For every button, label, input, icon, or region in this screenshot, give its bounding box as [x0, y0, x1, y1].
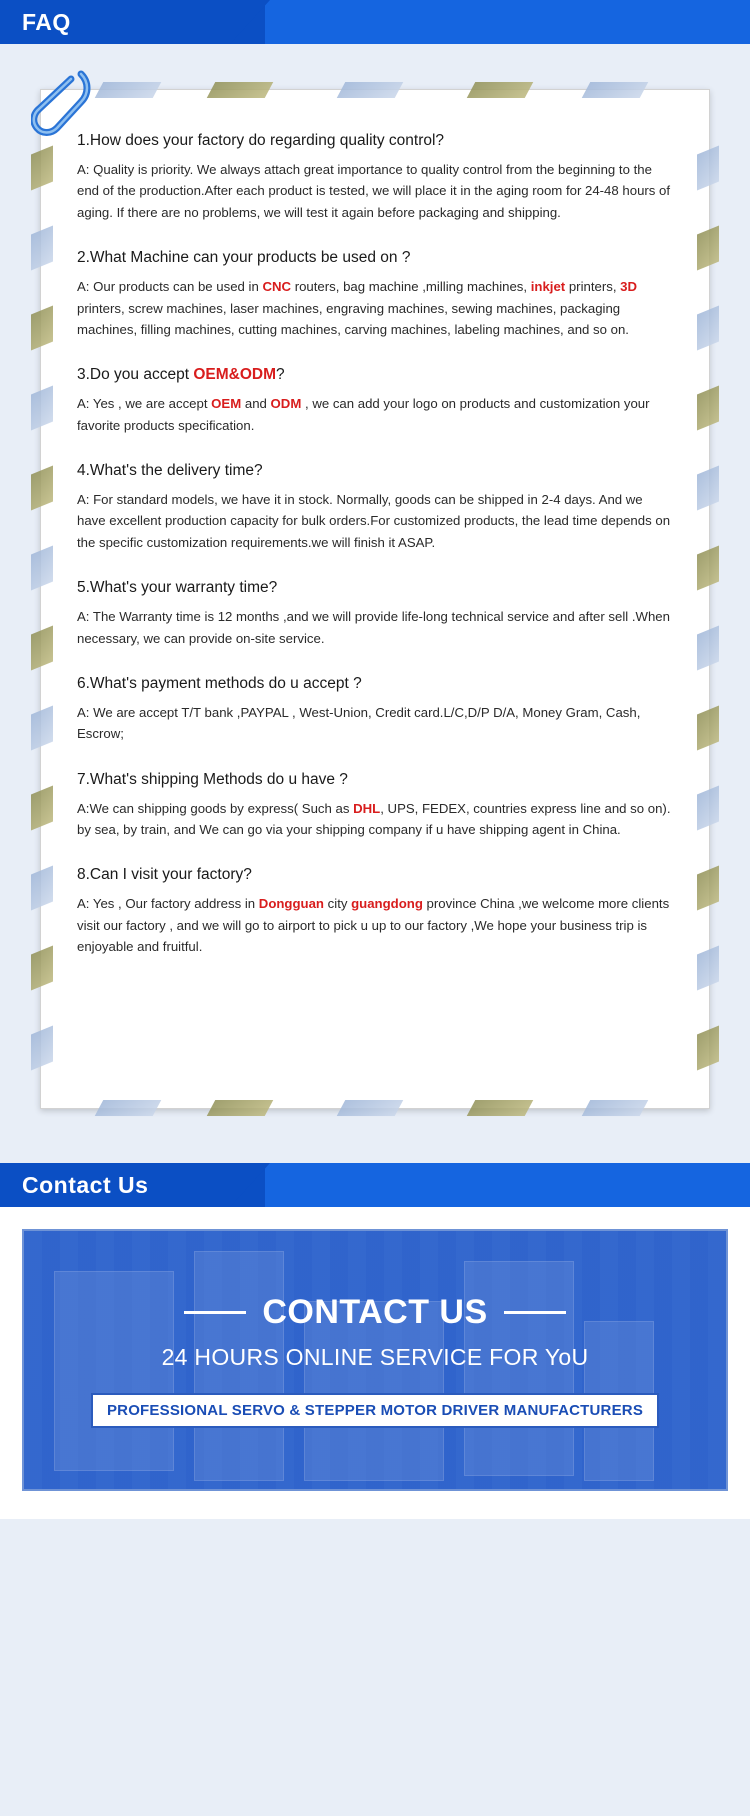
decor-edge-right-10	[697, 866, 719, 911]
contact-title-row	[184, 1293, 565, 1332]
decor-edge-right-9	[697, 786, 719, 831]
faq-answer-7: A:We can shipping goods by express( Such as DHL, UPS, FEDEX, countries express line and so on). by sea, by train, and We can go via your shipping company if u have shipping agent in China.	[77, 800, 671, 837]
decor-edge-top-4	[467, 82, 534, 98]
faq-item-7	[77, 771, 673, 841]
faq-item-8	[77, 866, 673, 957]
decor-edge-bottom-2	[207, 1100, 274, 1116]
decor-edge-bottom-1	[95, 1100, 162, 1116]
decor-edge-left-4	[31, 386, 53, 431]
faq-question-8: 8.Can I visit your factory?	[77, 866, 252, 884]
faq-answer-6: A: We are accept T/T bank ,PAYPAL , West-Union, Credit card.L/C,D/P D/A, Money Gram, Cash, Escrow;	[77, 704, 641, 742]
decor-edge-top-3	[337, 82, 404, 98]
decor-edge-bottom-4	[467, 1100, 534, 1116]
section-spacer	[0, 1139, 750, 1163]
faq-answer-4: A: For standard models, we have it in stock. Normally, goods can be shipped in 2-4 days. And we have excellent production capacity for bulk orders.For customized products, the lead time depends on the specific customization requirements.we will finish it ASAP.	[77, 492, 671, 550]
faq-item-6	[77, 675, 673, 745]
faq-item-1	[77, 132, 673, 223]
decor-edge-right-3	[697, 306, 719, 351]
contact-content	[24, 1231, 726, 1489]
faq-paper	[40, 89, 710, 1109]
decor-edge-top-2	[207, 82, 274, 98]
faq-question-5: 5.What's your warranty time?	[77, 579, 278, 597]
decor-edge-left-2	[31, 226, 53, 271]
decor-edge-left-5	[31, 466, 53, 511]
faq-answer-8: A: Yes , Our factory address in Dongguan city guangdong province China ,we welcome more clients visit our factory , and we will go to airport to pick u up to our factory ,We hope your business trip is enjoyable and fruitful.	[77, 896, 670, 955]
decor-edge-right-6	[697, 546, 719, 591]
faq-question-3: 3.Do you accept OEM&ODM?	[77, 366, 285, 384]
faq-item-5	[77, 579, 673, 649]
decor-edge-left-9	[31, 786, 53, 831]
decor-edge-top-1	[95, 82, 162, 98]
contact-banner	[0, 1163, 750, 1207]
faq-question-1: 1.How does your factory do regarding quality control?	[77, 132, 445, 149]
faq-banner-slant	[230, 0, 270, 44]
decor-edge-left-12	[31, 1026, 53, 1071]
faq-item-2	[77, 249, 673, 340]
decor-edge-right-11	[697, 946, 719, 991]
faq-answer-2: A: Our products can be used in CNC routers, bag machine ,milling machines, inkjet printers, 3D printers, screw machines, laser machines, engraving machines, sewing machines, packaging machines, filling machines, cutting machines, carving machines, labeling machines, and so on.	[77, 279, 638, 337]
decor-edge-right-7	[697, 626, 719, 671]
contact-card	[22, 1229, 728, 1491]
decor-edge-bottom-5	[582, 1100, 649, 1116]
decor-edge-left-3	[31, 306, 53, 351]
contact-banner-slant	[230, 1163, 270, 1207]
faq-question-4: 4.What's the delivery time?	[77, 462, 263, 479]
decor-edge-left-8	[31, 706, 53, 751]
decor-edge-left-11	[31, 946, 53, 991]
faq-banner	[0, 0, 750, 44]
faq-question-6: 6.What's payment methods do u accept ?	[77, 674, 362, 692]
faq-item-4	[77, 462, 673, 553]
faq-question-7: 7.What's shipping Methods do u have ?	[77, 770, 348, 788]
decor-edge-left-10	[31, 866, 53, 911]
contact-subtitle: 24 HOURS ONLINE SERVICE FOR YoU	[161, 1343, 589, 1370]
contact-tagline-strip: PROFESSIONAL SERVO & STEPPER MOTOR DRIVER MANUFACTURERS	[91, 1393, 659, 1428]
decor-edge-left-6	[31, 546, 53, 591]
decor-edge-right-5	[697, 466, 719, 511]
faq-answer-3: A: Yes , we are accept OEM and ODM , we can add your logo on products and customization your favorite products specification.	[77, 396, 650, 433]
faq-answer-5: A: The Warranty time is 12 months ,and we will provide life-long technical service and after sell .When necessary, we can provide on-site service.	[77, 609, 670, 646]
faq-item-3	[77, 366, 673, 436]
faq-answer-1: A: Quality is priority. We always attach great importance to quality control from the beginning to the end of the production.After each product is tested, we will place it in the aging room for 24-48 hours of aging. If there are no problems, we will test it again before packaging and shipping.	[77, 162, 671, 220]
rule-left	[184, 1311, 246, 1314]
decor-edge-bottom-3	[337, 1100, 404, 1116]
decor-edge-right-8	[697, 706, 719, 751]
decor-edge-right-4	[697, 386, 719, 431]
contact-title: CONTACT US	[262, 1292, 488, 1331]
faq-question-2: 2.What Machine can your products be used on ?	[77, 249, 411, 267]
contact-card-wrapper	[0, 1207, 750, 1519]
faq-paper-wrapper	[0, 44, 750, 1139]
paperclip-icon	[31, 62, 101, 172]
decor-edge-right-1	[697, 146, 719, 191]
rule-right	[504, 1311, 566, 1314]
faq-banner-title: FAQ	[22, 9, 71, 35]
decor-edge-top-5	[582, 82, 649, 98]
decor-edge-right-2	[697, 226, 719, 271]
contact-banner-title: Contact Us	[22, 1172, 149, 1198]
decor-edge-right-12	[697, 1026, 719, 1071]
decor-edge-left-7	[31, 626, 53, 671]
